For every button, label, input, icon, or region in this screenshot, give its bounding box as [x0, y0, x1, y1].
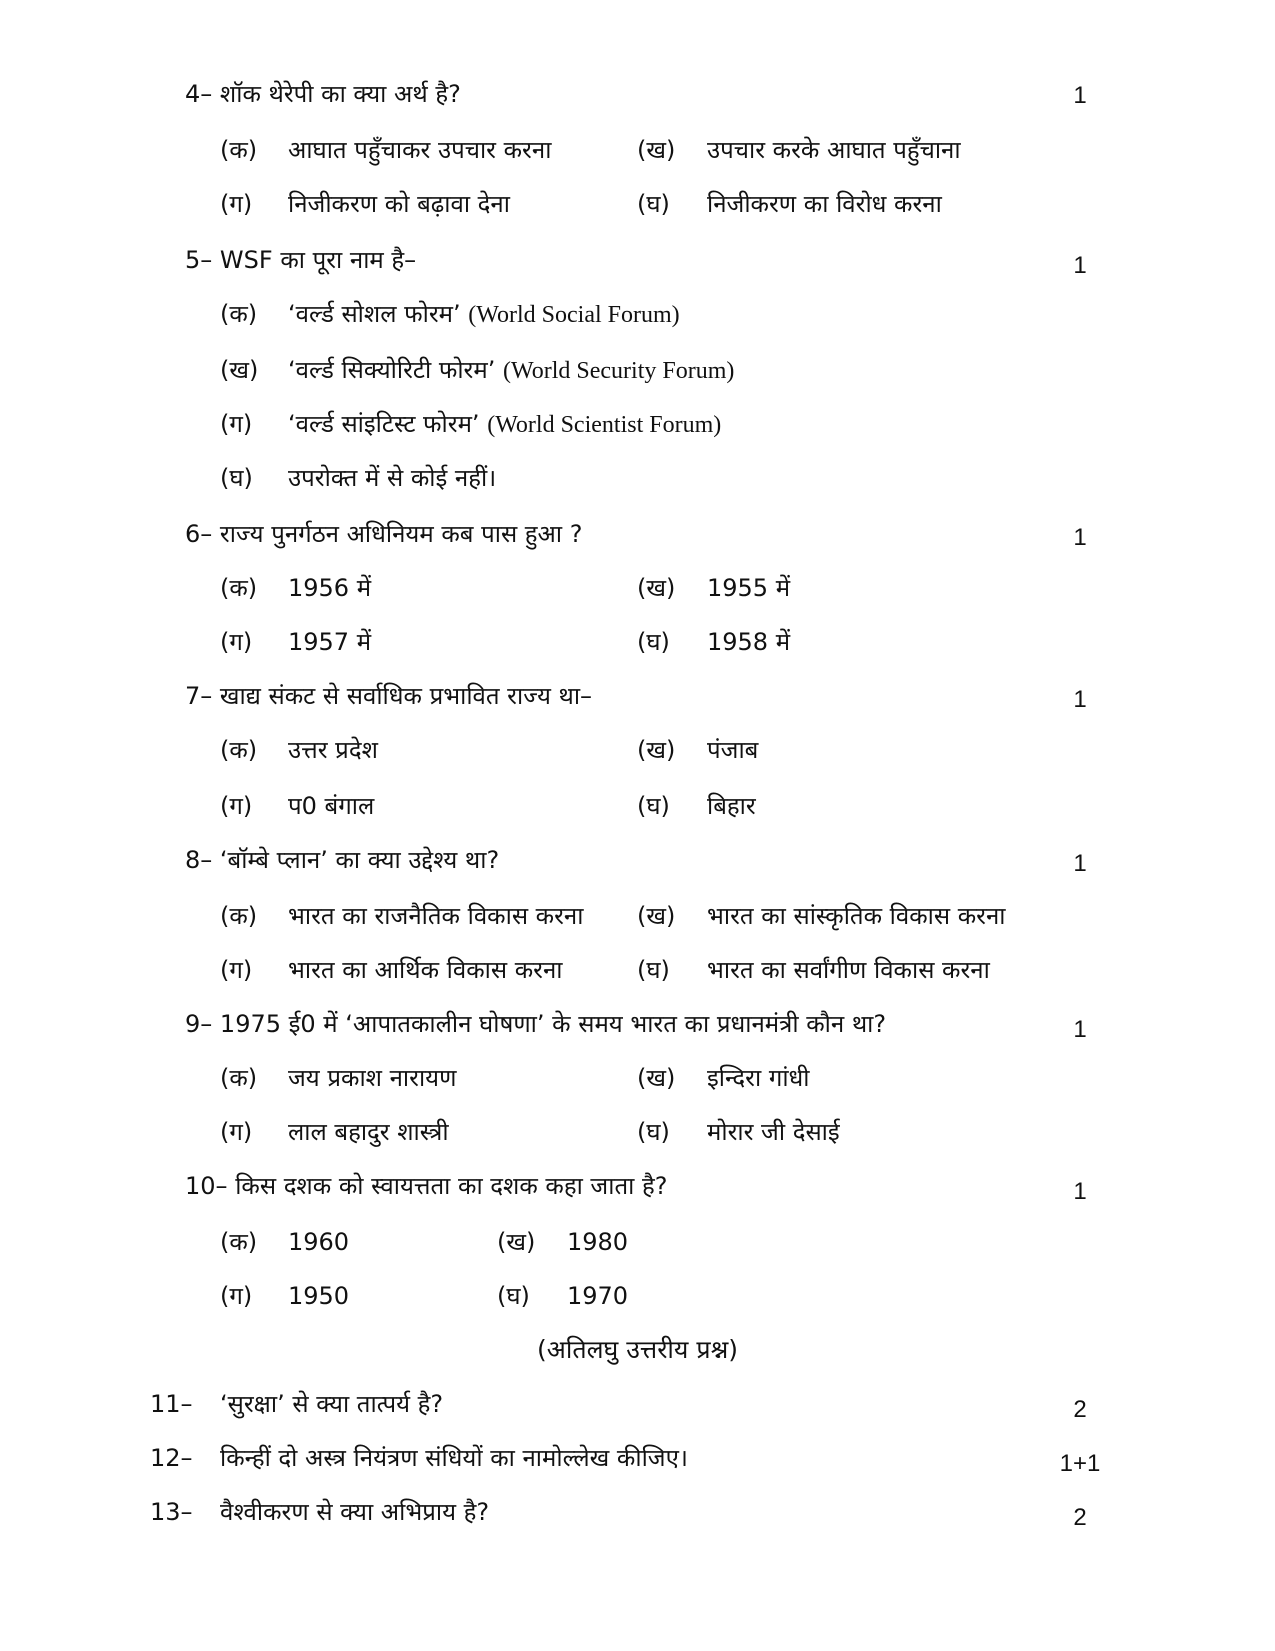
question-number: 7–: [185, 682, 213, 710]
option-label: (घ): [637, 1118, 670, 1146]
option-text: उपचार करके आघात पहुँचाना: [707, 136, 961, 164]
option-text: पंजाब: [707, 736, 759, 764]
option-label: (ख): [637, 136, 676, 164]
option-text: लाल बहादुर शास्त्री: [288, 1118, 449, 1146]
option-label: (घ): [637, 628, 670, 656]
option-text: आघात पहुँचाकर उपचार करना: [288, 136, 552, 164]
option-label: (क): [220, 300, 258, 328]
option-label: (ग): [220, 410, 253, 438]
option-label: (ख): [220, 356, 259, 384]
option-text: 1950: [288, 1282, 350, 1310]
option-label: (ख): [637, 1064, 676, 1092]
option-label: (घ): [637, 792, 670, 820]
option-english: (World Social Forum): [468, 302, 680, 328]
option-text: 1956 में: [288, 574, 372, 602]
question-marks: 1: [1073, 252, 1087, 279]
option-label: (क): [220, 1064, 258, 1092]
question-marks: 1: [1073, 1016, 1087, 1043]
option-label: (क): [220, 736, 258, 764]
option-text: भारत का सांस्कृतिक विकास करना: [707, 902, 1006, 930]
question-marks: 1: [1073, 686, 1087, 713]
option-label: (ख): [497, 1228, 536, 1256]
option-text: [288, 404, 721, 444]
option-text: मोरार जी देसाई: [707, 1118, 840, 1146]
option-label: (घ): [637, 956, 670, 984]
option-label: (क): [220, 574, 258, 602]
option-english: (World Scientist Forum): [487, 412, 722, 438]
option-text: उपरोक्त में से कोई नहीं।: [288, 464, 497, 492]
question-12: [150, 1438, 193, 1478]
option-label: (ख): [637, 902, 676, 930]
option-label: (ग): [220, 1118, 253, 1146]
option-label: (ख): [637, 574, 676, 602]
option-label: (घ): [637, 190, 670, 218]
question-number: 5–: [185, 246, 213, 274]
option-english: (World Security Forum): [503, 358, 735, 384]
option-label: (ग): [220, 956, 253, 984]
option-label: (ख): [637, 736, 676, 764]
question-text: खाद्य संकट से सर्वाधिक प्रभावित राज्य था–: [219, 682, 593, 710]
question-text: वैश्वीकरण से क्या अभिप्राय है?: [220, 1498, 490, 1526]
option-text: बिहार: [707, 792, 756, 820]
option-label: (घ): [497, 1282, 530, 1310]
question-number: 8–: [185, 846, 213, 874]
option-text: निजीकरण का विरोध करना: [707, 190, 942, 218]
question-text: शॉक थेरेपी का क्या अर्थ है?: [219, 80, 461, 108]
question-marks: 1+1: [1059, 1450, 1101, 1477]
question-text: राज्य पुनर्गठन अधिनियम कब पास हुआ ?: [219, 520, 583, 548]
option-text: 1958 में: [707, 628, 791, 656]
option-label: (ग): [220, 628, 253, 656]
option-text: [288, 350, 734, 390]
question-text: ‘बॉम्बे प्लान’ का क्या उद्देश्य था?: [219, 846, 500, 874]
option-hindi: ‘वर्ल्ड सांइटिस्ट फोरम’: [288, 410, 480, 438]
option-text: जय प्रकाश नारायण: [288, 1064, 457, 1092]
option-label: (क): [220, 902, 258, 930]
option-text: 1960: [288, 1228, 350, 1256]
question-marks: 2: [1073, 1504, 1087, 1531]
option-text: 1970: [567, 1282, 629, 1310]
question-marks: 1: [1073, 850, 1087, 877]
option-label: (क): [220, 1228, 258, 1256]
question-text: WSF का पूरा नाम है–: [219, 246, 417, 274]
option-text: भारत का राजनैतिक विकास करना: [288, 902, 584, 930]
question-number: 13–: [150, 1498, 193, 1526]
question-marks: 1: [1073, 1178, 1087, 1205]
question-number: 11–: [150, 1390, 193, 1418]
question-4: [185, 74, 461, 114]
question-number: 9–: [185, 1010, 213, 1038]
question-marks: 1: [1073, 524, 1087, 551]
option-label: (ग): [220, 1282, 253, 1310]
question-13: [150, 1492, 193, 1532]
question-number: 10–: [185, 1172, 228, 1200]
option-text: उत्तर प्रदेश: [288, 736, 378, 764]
option-text: निजीकरण को बढ़ावा देना: [288, 190, 510, 218]
option-hindi: ‘वर्ल्ड सिक्योरिटी फोरम’: [288, 356, 496, 384]
question-text: ‘सुरक्षा’ से क्या तात्पर्य है?: [220, 1390, 444, 1418]
question-text: किन्हीं दो अस्त्र नियंत्रण संधियों का नामोल्लेख कीजिए।: [220, 1444, 688, 1472]
question-marks: 1: [1073, 82, 1087, 109]
option-text: [288, 294, 680, 334]
option-text: 1955 में: [707, 574, 791, 602]
option-text: 1980: [567, 1228, 629, 1256]
question-11: [150, 1384, 193, 1424]
option-text: भारत का सर्वांगीण विकास करना: [707, 956, 990, 984]
option-label: (ग): [220, 792, 253, 820]
option-text: भारत का आर्थिक विकास करना: [288, 956, 563, 984]
question-8: [185, 840, 499, 880]
option-label: (घ): [220, 464, 253, 492]
section-heading: (अतिलघु उत्तरीय प्रश्न): [536, 1335, 739, 1364]
question-number: 4–: [185, 80, 213, 108]
option-label: (ग): [220, 190, 253, 218]
question-marks: 2: [1073, 1396, 1087, 1423]
question-9: [185, 1004, 886, 1044]
question-text: किस दशक को स्वायत्तता का दशक कहा जाता है?: [235, 1172, 668, 1200]
question-10: [185, 1166, 667, 1206]
question-text: 1975 ई0 में ‘आपातकालीन घोषणा’ के समय भारत का प्रधानमंत्री कौन था?: [219, 1010, 887, 1038]
question-number: 6–: [185, 520, 213, 548]
option-text: 1957 में: [288, 628, 372, 656]
question-7: [185, 676, 592, 716]
question-number: 12–: [150, 1444, 193, 1472]
option-label: (क): [220, 136, 258, 164]
option-text: प0 बंगाल: [288, 792, 375, 820]
option-text: इन्दिरा गांधी: [707, 1064, 810, 1092]
option-hindi: ‘वर्ल्ड सोशल फोरम’: [288, 300, 461, 328]
question-6: [185, 514, 582, 554]
question-5: [185, 240, 416, 280]
